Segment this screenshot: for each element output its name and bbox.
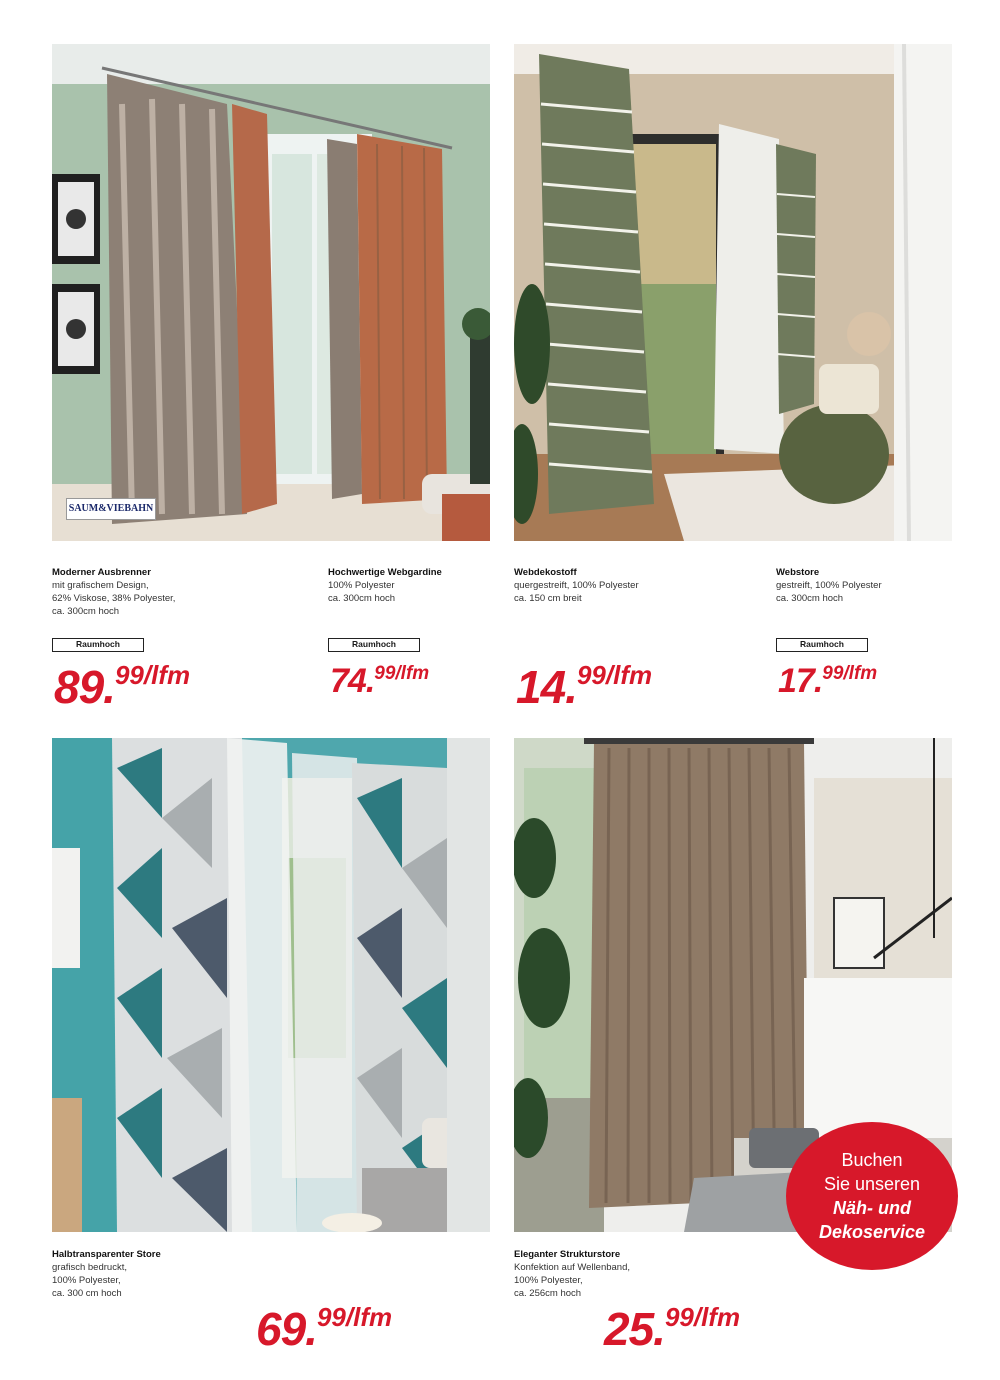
product-price [516, 660, 652, 714]
product-detail: 100% Polyester, [52, 1275, 121, 1286]
raumhoch-badge: Raumhoch [328, 638, 420, 652]
product-description [514, 1248, 734, 1300]
product-price [330, 662, 429, 701]
service-line: Sie unseren [823, 1174, 921, 1194]
product-title: Halbtransparenter Store [52, 1249, 161, 1260]
product-price [54, 660, 190, 714]
price-cents: 99 [664, 1302, 694, 1332]
service-line: Buchen [841, 1150, 903, 1170]
product-description [328, 566, 498, 605]
product-description [776, 566, 952, 605]
product-detail: ca. 150 cm breit [514, 593, 582, 604]
service-line: Dekoservice [818, 1222, 926, 1242]
price-cents: 99 [114, 660, 144, 690]
product-title: Webdekostoff [514, 567, 577, 578]
product-title: Moderner Ausbrenner [52, 567, 151, 578]
product-price [256, 1302, 392, 1356]
price-whole: 69. [256, 1303, 317, 1355]
product-detail: mit grafischem Design, [52, 580, 149, 591]
price-unit: /lfm [693, 1302, 741, 1332]
product-detail: ca. 256cm hoch [514, 1288, 582, 1299]
product-detail: ca. 300 cm hoch [52, 1288, 122, 1299]
product-detail: quergestreift, 100% Polyester [514, 580, 639, 591]
price-unit: /lfm [395, 663, 430, 684]
product-title: Hochwertige Webgardine [328, 567, 442, 578]
product-detail: ca. 300cm hoch [52, 606, 120, 617]
product-description [52, 566, 252, 618]
product-photo-halbtransparent [52, 738, 490, 1232]
product-detail: 100% Polyester, [514, 1275, 583, 1286]
price-whole: 14. [516, 661, 577, 713]
price-whole: 74. [330, 662, 375, 700]
product-price [604, 1302, 740, 1356]
price-whole: 17. [778, 662, 823, 700]
price-cents: 99 [822, 663, 844, 684]
product-title: Eleganter Strukturstore [514, 1249, 621, 1260]
price-unit: /lfm [843, 663, 878, 684]
price-unit: /lfm [143, 660, 191, 690]
price-cents: 99 [374, 663, 396, 684]
sewing-service-badge[interactable] [786, 1122, 958, 1270]
product-detail: gestreift, 100% Polyester [776, 580, 882, 591]
product-title: Webstore [776, 567, 820, 578]
raumhoch-badge: Raumhoch [776, 638, 868, 652]
service-line: Näh- und [833, 1198, 911, 1218]
price-whole: 25. [604, 1303, 665, 1355]
product-detail: grafisch bedruckt, [52, 1262, 127, 1273]
price-unit: /lfm [345, 1302, 393, 1332]
product-detail: ca. 300cm hoch [328, 593, 396, 604]
brand-logo: SAUM&VIEBAHN [66, 498, 156, 520]
product-detail: 62% Viskose, 38% Polyester, [52, 593, 176, 604]
product-description [514, 566, 714, 605]
price-whole: 89. [54, 661, 115, 713]
product-photo-ausbrenner [52, 44, 490, 541]
raumhoch-badge: Raumhoch [52, 638, 144, 652]
product-detail: Konfektion auf Wellenband, [514, 1262, 631, 1273]
product-detail: 100% Polyester [328, 580, 395, 591]
product-detail: ca. 300cm hoch [776, 593, 844, 604]
price-cents: 99 [576, 660, 606, 690]
product-description [52, 1248, 252, 1300]
price-unit: /lfm [605, 660, 653, 690]
price-cents: 99 [316, 1302, 346, 1332]
product-price [778, 662, 877, 701]
product-photo-webdekostoff [514, 44, 952, 541]
